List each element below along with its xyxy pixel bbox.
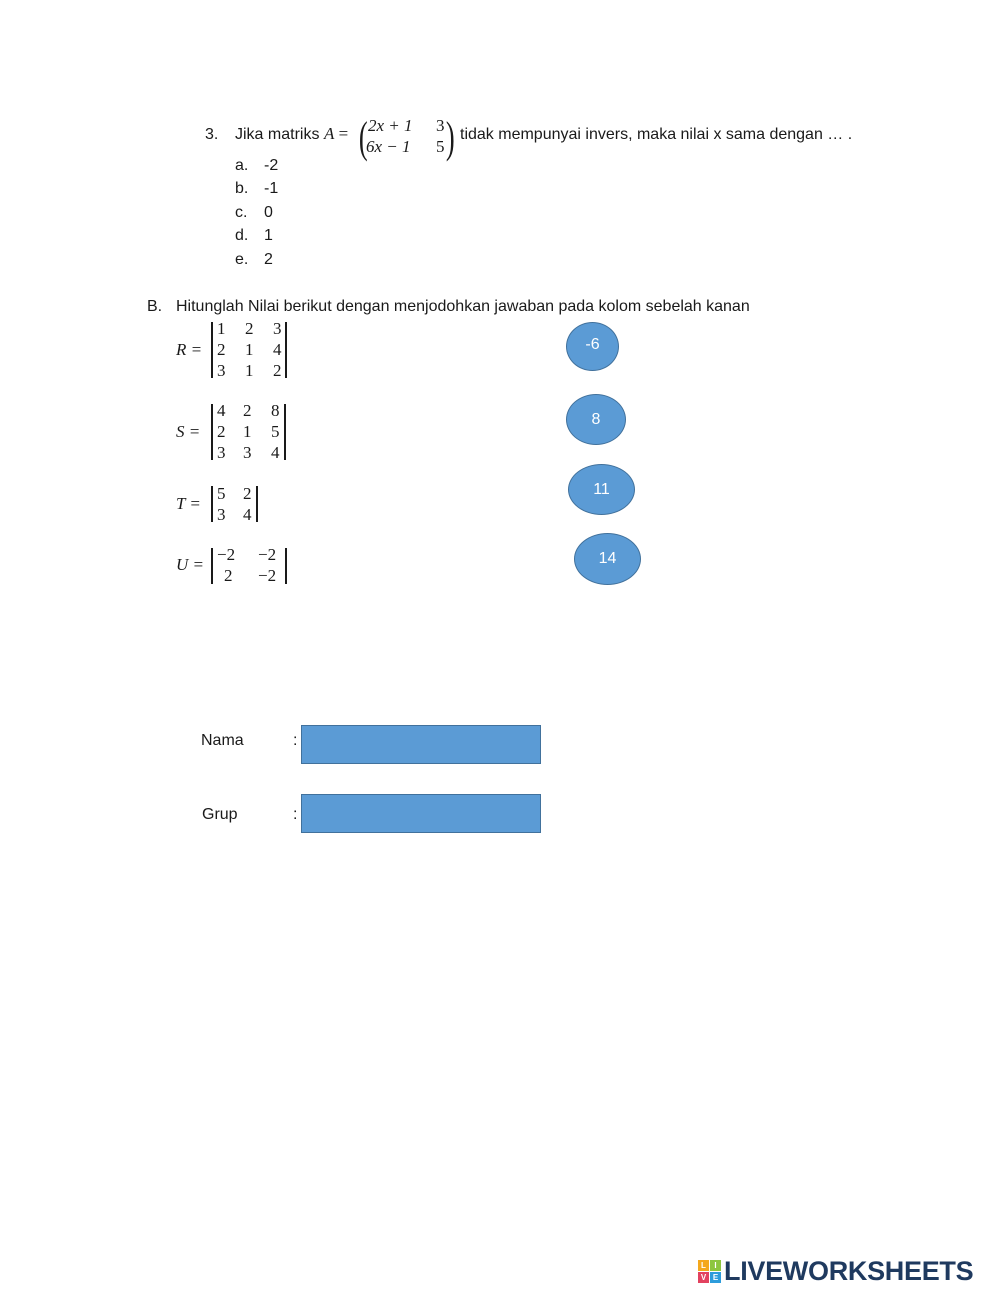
determinant-cell: 4 (217, 401, 226, 420)
determinant-bar-right (285, 548, 287, 584)
question-3-text-after: tidak mempunyai invers, maka nilai x sama dengan … . (460, 126, 853, 143)
determinant-label: S = (176, 422, 201, 441)
determinant-cell: 1 (245, 340, 254, 359)
answer-circle-11[interactable]: 11 (568, 464, 635, 515)
option-value: 1 (264, 227, 273, 244)
determinant-cell: 2 (245, 319, 254, 338)
determinant-cell: −2 (258, 545, 277, 564)
logo-block: V (698, 1272, 709, 1283)
option-letter: b. (235, 180, 249, 197)
name-colon: : (293, 732, 298, 749)
group-colon: : (293, 806, 298, 823)
name-input[interactable] (301, 725, 541, 764)
option-value: -2 (264, 157, 279, 174)
question-3-number: 3. (205, 126, 219, 143)
determinant-bar-right (256, 486, 258, 522)
determinant-cell: 3 (217, 443, 226, 462)
option-letter: e. (235, 251, 249, 268)
determinant-cell: −2 (258, 566, 277, 585)
determinant-cell: 3 (273, 319, 282, 338)
determinant-cell: 1 (243, 422, 252, 441)
section-b-letter: B. (147, 298, 163, 315)
determinant-cell: 5 (271, 422, 280, 441)
matrix-a-right-paren: ) (445, 113, 455, 162)
option-value: -1 (264, 180, 279, 197)
determinant-cell: −2 (217, 545, 236, 564)
matrix-a-label (324, 124, 348, 144)
determinant-cell: 2 (217, 422, 226, 441)
determinant-cell: 5 (217, 484, 226, 503)
determinant-cell: 2 (224, 566, 233, 585)
determinant-cell: 3 (243, 443, 252, 462)
name-label: Nama (201, 732, 244, 749)
determinant-bar-left (211, 322, 213, 378)
answer-circle-8[interactable]: 8 (566, 394, 626, 445)
answer-circle-minus-6[interactable]: -6 (566, 322, 619, 371)
determinant-cell: 3 (217, 361, 226, 380)
matrix-a-cell: 3 (436, 116, 445, 135)
logo-block: I (710, 1260, 721, 1271)
answer-circle-14[interactable]: 14 (574, 533, 641, 585)
logo-icon (698, 1260, 721, 1283)
determinant-cell: 3 (217, 505, 226, 524)
logo-block: E (710, 1272, 721, 1283)
determinant-label: R = (176, 340, 203, 359)
determinant-cell: 2 (243, 401, 252, 420)
determinant-label: T = (176, 494, 201, 513)
logo-text: LIVEWORKSHEETS (724, 1256, 974, 1286)
determinant-label: U = (176, 555, 204, 574)
determinant-cell: 2 (273, 361, 282, 380)
determinant-cell: 4 (271, 443, 280, 462)
determinant-cell: 2 (217, 340, 226, 359)
determinant-cell: 1 (217, 319, 226, 338)
matrix-a-cell: 6x − 1 (366, 137, 411, 156)
determinant-cell: 1 (245, 361, 254, 380)
liveworksheets-logo (698, 1256, 973, 1287)
section-b-instruction: Hitunglah Nilai berikut dengan menjodohkan jawaban pada kolom sebelah kanan (176, 298, 750, 315)
option-value: 2 (264, 251, 273, 268)
determinant-cell: 8 (271, 401, 280, 420)
determinant-bar-left (211, 548, 213, 584)
logo-block: L (698, 1260, 709, 1271)
option-letter: a. (235, 157, 249, 174)
determinant-cell: 4 (273, 340, 282, 359)
determinant-cell: 2 (243, 484, 252, 503)
matrix-a-equals: = (338, 124, 349, 143)
matrix-a-cell: 5 (436, 137, 445, 156)
group-label: Grup (202, 806, 238, 823)
matrix-a-name: A (324, 124, 335, 143)
matrix-a-left-paren: ( (358, 113, 368, 162)
determinant-bar-left (211, 404, 213, 460)
option-value: 0 (264, 204, 273, 221)
determinant-bar-right (284, 404, 286, 460)
question-3-text-before: Jika matriks (235, 126, 320, 143)
group-input[interactable] (301, 794, 541, 833)
determinant-bar-left (211, 486, 213, 522)
option-letter: c. (235, 204, 248, 221)
determinant-cell: 4 (243, 505, 252, 524)
option-letter: d. (235, 227, 249, 244)
matrix-a-cell: 2x + 1 (368, 116, 413, 135)
determinant-bar-right (285, 322, 287, 378)
